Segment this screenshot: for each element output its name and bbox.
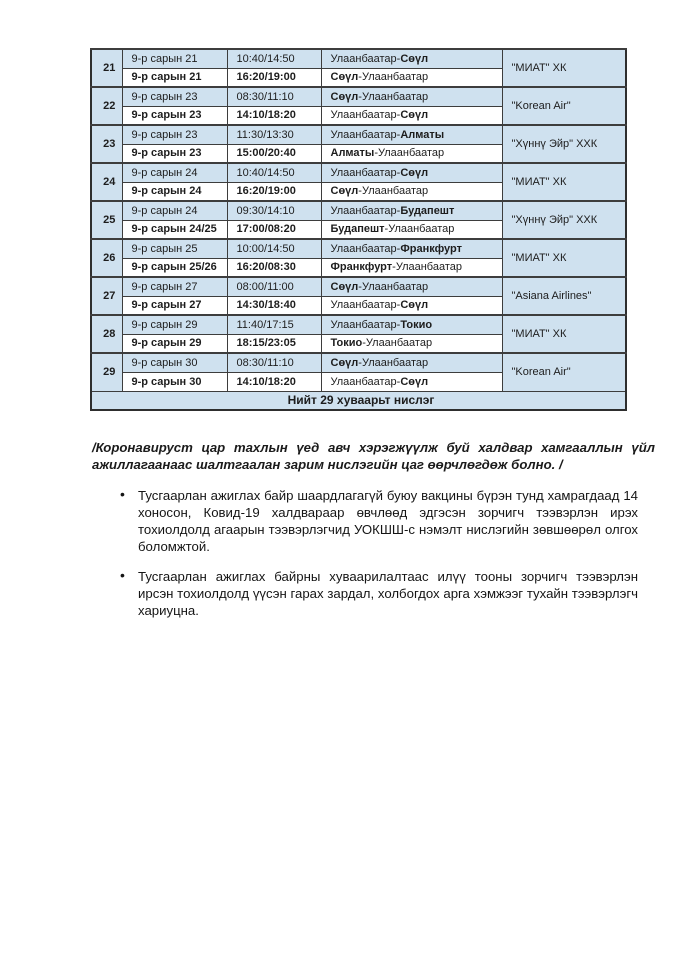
route-cell bbox=[321, 334, 502, 353]
notes-list bbox=[91, 487, 639, 632]
route-text: -Улаанбаатар bbox=[374, 147, 445, 160]
route-city: Сөүл bbox=[400, 375, 429, 388]
date-cell: 9-р сарын 30 bbox=[122, 372, 227, 391]
route-text: -Улаанбаатар bbox=[384, 223, 455, 236]
route-city: Будапешт bbox=[400, 204, 455, 217]
route-city: Будапешт bbox=[330, 223, 385, 236]
time-cell: 08:00/11:00 bbox=[227, 277, 321, 296]
route-cell bbox=[321, 144, 502, 163]
route-cell bbox=[321, 87, 502, 106]
time-cell: 14:30/18:40 bbox=[227, 296, 321, 315]
date-cell: 9-р сарын 23 bbox=[122, 106, 227, 125]
total-flights-cell: Нийт 29 хуваарьт нислэг bbox=[91, 391, 626, 410]
date-cell: 9-р сарын 24 bbox=[122, 201, 227, 220]
time-cell: 10:40/14:50 bbox=[227, 163, 321, 182]
time-cell: 14:10/18:20 bbox=[227, 106, 321, 125]
date-cell: 9-р сарын 29 bbox=[122, 315, 227, 334]
group-number-cell: 29 bbox=[91, 353, 122, 391]
group-number-cell: 26 bbox=[91, 239, 122, 277]
group-number-cell: 27 bbox=[91, 277, 122, 315]
route-text: -Улаанбаатар bbox=[358, 90, 429, 103]
date-cell: 9-р сарын 25 bbox=[122, 239, 227, 258]
date-cell: 9-р сарын 21 bbox=[122, 68, 227, 87]
group-number-cell: 22 bbox=[91, 87, 122, 125]
group-number-cell: 23 bbox=[91, 125, 122, 163]
route-city: Сөүл bbox=[330, 90, 359, 103]
route-city: Сөүл bbox=[400, 109, 429, 122]
flight-row bbox=[91, 125, 626, 144]
date-cell: 9-р сарын 24/25 bbox=[122, 220, 227, 239]
route-text: Улаанбаатар- bbox=[330, 128, 401, 141]
route-text: -Улаанбаатар bbox=[358, 71, 429, 84]
route-cell bbox=[321, 315, 502, 334]
route-cell bbox=[321, 353, 502, 372]
airline-cell: "Korean Air" bbox=[502, 353, 626, 391]
time-cell: 18:15/23:05 bbox=[227, 334, 321, 353]
route-text: Улаанбаатар- bbox=[330, 52, 401, 65]
group-number-cell: 21 bbox=[91, 49, 122, 87]
time-cell: 17:00/08:20 bbox=[227, 220, 321, 239]
group-number-cell: 25 bbox=[91, 201, 122, 239]
time-cell: 15:00/20:40 bbox=[227, 144, 321, 163]
flight-row bbox=[91, 315, 626, 334]
route-cell bbox=[321, 125, 502, 144]
route-text: Улаанбаатар- bbox=[330, 109, 401, 122]
date-cell: 9-р сарын 27 bbox=[122, 277, 227, 296]
route-cell bbox=[321, 296, 502, 315]
airline-cell: "МИАТ" ХК bbox=[502, 163, 626, 201]
bullet-item: • Тусгаарлан ажиглах байр шаардлагагүй буюу вакцины бүрэн тунд хамрагдаад 14 хоносон, Ковид-19 халдвараар өвчлөөд эдгэсэн зорчигч тээвэрлэн ирэх тохиолдолд агаарын тээвэрлэгчид УОКШШ-с нэмэлт нислэгийн зөвшөөрөл олгох боломжтой. bbox=[120, 487, 638, 555]
route-cell bbox=[321, 220, 502, 239]
route-city: Франкфурт bbox=[330, 261, 393, 274]
time-cell: 10:40/14:50 bbox=[227, 49, 321, 68]
flight-row bbox=[91, 277, 626, 296]
flight-row bbox=[91, 353, 626, 372]
flight-row bbox=[91, 163, 626, 182]
route-city: Токио bbox=[330, 337, 363, 350]
date-cell: 9-р сарын 24 bbox=[122, 182, 227, 201]
airline-cell: "МИАТ" ХК bbox=[502, 49, 626, 87]
route-city: Алматы bbox=[400, 128, 445, 141]
time-cell: 11:40/17:15 bbox=[227, 315, 321, 334]
flight-row bbox=[91, 49, 626, 68]
route-city: Сөүл bbox=[330, 356, 359, 369]
route-text: -Улаанбаатар bbox=[392, 261, 462, 274]
route-text: -Улаанбаатар bbox=[358, 356, 429, 369]
route-text: -Улаанбаатар bbox=[358, 185, 429, 198]
route-city: Сөүл bbox=[400, 299, 429, 312]
date-cell: 9-р сарын 23 bbox=[122, 125, 227, 144]
schedule-note: /Коронавируст цар тахлын үед авч хэрэгжүүлж буй халдвар хамгааллын үйл ажиллагаанаас шалтгаалан зарим нислэгийн цаг өөрчлөгдөж болно. / bbox=[92, 440, 655, 472]
date-cell: 9-р сарын 25/26 bbox=[122, 258, 227, 277]
route-city: Сөүл bbox=[330, 185, 359, 198]
airline-cell: "МИАТ" ХК bbox=[502, 239, 626, 277]
date-cell: 9-р сарын 23 bbox=[122, 87, 227, 106]
route-city: Сөүл bbox=[330, 280, 359, 293]
route-city: Сөүл bbox=[330, 71, 359, 84]
route-text: Улаанбаатар- bbox=[330, 166, 401, 179]
route-text: Улаанбаатар- bbox=[330, 375, 401, 388]
route-text: -Улаанбаатар bbox=[358, 280, 429, 293]
time-cell: 08:30/11:10 bbox=[227, 87, 321, 106]
airline-cell: "Korean Air" bbox=[502, 87, 626, 125]
route-cell bbox=[321, 258, 502, 277]
route-city: Алматы bbox=[330, 147, 375, 160]
time-cell: 09:30/14:10 bbox=[227, 201, 321, 220]
route-cell bbox=[321, 163, 502, 182]
total-row bbox=[91, 391, 626, 410]
flight-schedule-table bbox=[90, 48, 627, 411]
route-text: Улаанбаатар- bbox=[330, 318, 401, 331]
airline-cell: "МИАТ" ХК bbox=[502, 315, 626, 353]
time-cell: 16:20/08:30 bbox=[227, 258, 321, 277]
date-cell: 9-р сарын 24 bbox=[122, 163, 227, 182]
group-number-cell: 24 bbox=[91, 163, 122, 201]
flight-row bbox=[91, 201, 626, 220]
bullet-item: • Тусгаарлан ажиглах байрны хуваарилалтаас илүү тооны зорчигч тээвэрлэн ирсэн тохиолдолд үүсэн гарах зардал, холбогдох арга хэмжээг тухайн тээвэрлэгч хариуцна. bbox=[120, 568, 638, 619]
route-cell bbox=[321, 106, 502, 125]
group-number-cell: 28 bbox=[91, 315, 122, 353]
route-text: -Улаанбаатар bbox=[362, 337, 433, 350]
date-cell: 9-р сарын 21 bbox=[122, 49, 227, 68]
date-cell: 9-р сарын 27 bbox=[122, 296, 227, 315]
route-cell bbox=[321, 182, 502, 201]
time-cell: 14:10/18:20 bbox=[227, 372, 321, 391]
route-text: Улаанбаатар- bbox=[330, 242, 401, 255]
date-cell: 9-р сарын 29 bbox=[122, 334, 227, 353]
route-cell bbox=[321, 49, 502, 68]
date-cell: 9-р сарын 23 bbox=[122, 144, 227, 163]
route-text: Улаанбаатар- bbox=[330, 299, 401, 312]
time-cell: 11:30/13:30 bbox=[227, 125, 321, 144]
date-cell: 9-р сарын 30 bbox=[122, 353, 227, 372]
time-cell: 16:20/19:00 bbox=[227, 182, 321, 201]
airline-cell: "Хүннү Эйр" ХХК bbox=[502, 201, 626, 239]
route-city: Сөүл bbox=[400, 52, 429, 65]
route-cell bbox=[321, 239, 502, 258]
airline-cell: "Хүннү Эйр" ХХК bbox=[502, 125, 626, 163]
airline-cell: "Asiana Airlines" bbox=[502, 277, 626, 315]
route-city: Франкфурт bbox=[400, 242, 462, 255]
time-cell: 16:20/19:00 bbox=[227, 68, 321, 87]
time-cell: 10:00/14:50 bbox=[227, 239, 321, 258]
time-cell: 08:30/11:10 bbox=[227, 353, 321, 372]
route-cell bbox=[321, 372, 502, 391]
route-city: Сөүл bbox=[400, 166, 429, 179]
route-text: Улаанбаатар- bbox=[330, 204, 401, 217]
flight-row bbox=[91, 239, 626, 258]
flight-row bbox=[91, 87, 626, 106]
route-cell bbox=[321, 68, 502, 87]
route-city: Токио bbox=[400, 318, 433, 331]
route-cell bbox=[321, 277, 502, 296]
route-cell bbox=[321, 201, 502, 220]
